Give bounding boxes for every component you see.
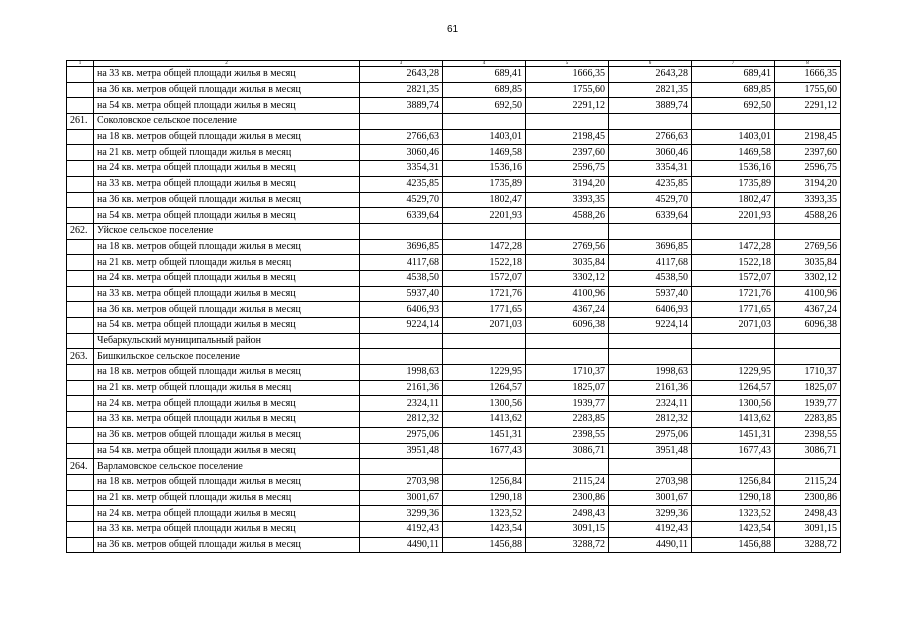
value-cell: 2975,06 — [360, 427, 443, 443]
row-name: на 54 кв. метра общей площади жилья в месяц — [94, 443, 360, 459]
row-name: на 24 кв. метра общей площади жилья в месяц — [94, 270, 360, 286]
table-row — [67, 490, 841, 506]
row-number — [67, 427, 94, 443]
value-cell: 1710,37 — [526, 365, 609, 381]
value-cell: 2115,24 — [775, 474, 841, 490]
value-cell: 1998,63 — [360, 365, 443, 381]
value-cell — [443, 349, 526, 365]
value-cell: 1735,89 — [443, 176, 526, 192]
row-name: на 33 кв. метра общей площади жилья в месяц — [94, 412, 360, 428]
table-row — [67, 286, 841, 302]
value-cell: 1451,31 — [692, 427, 775, 443]
column-header: 6 — [609, 61, 692, 67]
value-cell — [692, 333, 775, 349]
value-cell: 1771,65 — [443, 302, 526, 318]
value-cell: 1472,28 — [692, 239, 775, 255]
value-cell: 1469,58 — [692, 145, 775, 161]
value-cell: 3091,15 — [526, 521, 609, 537]
row-number — [67, 443, 94, 459]
value-cell: 2812,32 — [360, 412, 443, 428]
value-cell: 1469,58 — [443, 145, 526, 161]
value-cell: 1735,89 — [692, 176, 775, 192]
table-row — [67, 396, 841, 412]
column-header: 3 — [360, 61, 443, 67]
value-cell: 2821,35 — [609, 82, 692, 98]
value-cell: 9224,14 — [609, 318, 692, 334]
row-name: на 36 кв. метров общей площади жилья в месяц — [94, 302, 360, 318]
row-name: на 36 кв. метров общей площади жилья в месяц — [94, 537, 360, 553]
row-name: Бишкильское сельское поселение — [94, 349, 360, 365]
value-cell: 3001,67 — [609, 490, 692, 506]
row-number — [67, 129, 94, 145]
value-cell: 4538,50 — [360, 270, 443, 286]
value-cell: 2291,12 — [775, 98, 841, 114]
value-cell: 1939,77 — [526, 396, 609, 412]
row-number — [67, 270, 94, 286]
row-number — [67, 302, 94, 318]
value-cell: 4192,43 — [360, 521, 443, 537]
row-number — [67, 286, 94, 302]
value-cell: 689,41 — [443, 67, 526, 83]
row-name: на 33 кв. метра общей площади жилья в месяц — [94, 521, 360, 537]
table-row — [67, 474, 841, 490]
value-cell: 4490,11 — [360, 537, 443, 553]
value-cell — [609, 459, 692, 475]
value-cell: 4367,24 — [526, 302, 609, 318]
value-cell: 2283,85 — [775, 412, 841, 428]
value-cell: 2201,93 — [443, 208, 526, 224]
value-cell: 2398,55 — [775, 427, 841, 443]
table-row — [67, 443, 841, 459]
value-cell — [692, 349, 775, 365]
value-cell: 2397,60 — [526, 145, 609, 161]
row-number — [67, 255, 94, 271]
row-name: на 36 кв. метров общей площади жилья в месяц — [94, 427, 360, 443]
row-number: 262. — [67, 223, 94, 239]
row-number: 261. — [67, 114, 94, 130]
value-cell: 1771,65 — [692, 302, 775, 318]
table-row — [67, 380, 841, 396]
value-cell: 3696,85 — [609, 239, 692, 255]
table-row — [67, 521, 841, 537]
page-number: 61 — [446, 24, 459, 35]
value-cell: 2703,98 — [360, 474, 443, 490]
value-cell: 2115,24 — [526, 474, 609, 490]
value-cell: 1451,31 — [443, 427, 526, 443]
value-cell: 1666,35 — [775, 67, 841, 83]
value-cell: 2201,93 — [692, 208, 775, 224]
value-cell: 1666,35 — [526, 67, 609, 83]
value-cell — [526, 333, 609, 349]
value-cell: 2498,43 — [526, 506, 609, 522]
column-header: 1 — [67, 61, 94, 67]
row-number — [67, 521, 94, 537]
table-row — [67, 82, 841, 98]
value-cell: 1572,07 — [692, 270, 775, 286]
table-row — [67, 223, 841, 239]
row-name: на 33 кв. метра общей площади жилья в месяц — [94, 286, 360, 302]
value-cell: 2769,56 — [775, 239, 841, 255]
value-cell: 2596,75 — [526, 161, 609, 177]
value-cell: 6096,38 — [775, 318, 841, 334]
table-row — [67, 129, 841, 145]
value-cell: 3086,71 — [526, 443, 609, 459]
table-row — [67, 412, 841, 428]
value-cell: 1256,84 — [692, 474, 775, 490]
row-number — [67, 67, 94, 83]
value-cell: 2821,35 — [360, 82, 443, 98]
value-cell — [526, 223, 609, 239]
row-name: на 21 кв. метр общей площади жилья в месяц — [94, 255, 360, 271]
value-cell: 2291,12 — [526, 98, 609, 114]
value-cell — [443, 333, 526, 349]
value-cell: 1403,01 — [443, 129, 526, 145]
row-name: Варламовское сельское поселение — [94, 459, 360, 475]
row-name: на 24 кв. метра общей площади жилья в месяц — [94, 161, 360, 177]
value-cell: 2161,36 — [609, 380, 692, 396]
value-cell — [526, 349, 609, 365]
row-number — [67, 490, 94, 506]
table-row — [67, 161, 841, 177]
value-cell: 4117,68 — [609, 255, 692, 271]
value-cell: 3035,84 — [526, 255, 609, 271]
value-cell: 3393,35 — [526, 192, 609, 208]
table-row — [67, 208, 841, 224]
value-cell: 6406,93 — [609, 302, 692, 318]
row-number: 264. — [67, 459, 94, 475]
value-cell — [609, 114, 692, 130]
table-row — [67, 255, 841, 271]
value-cell: 1998,63 — [609, 365, 692, 381]
value-cell: 1755,60 — [526, 82, 609, 98]
value-cell: 692,50 — [692, 98, 775, 114]
value-cell — [443, 459, 526, 475]
value-cell: 2596,75 — [775, 161, 841, 177]
value-cell: 4235,85 — [360, 176, 443, 192]
value-cell: 6339,64 — [360, 208, 443, 224]
value-cell — [775, 459, 841, 475]
value-cell: 3951,48 — [609, 443, 692, 459]
value-cell — [609, 333, 692, 349]
value-cell — [360, 114, 443, 130]
value-cell: 2071,03 — [443, 318, 526, 334]
row-name: на 33 кв. метра общей площади жилья в месяц — [94, 176, 360, 192]
value-cell: 1229,95 — [692, 365, 775, 381]
row-name: на 21 кв. метр общей площади жилья в месяц — [94, 490, 360, 506]
value-cell: 2161,36 — [360, 380, 443, 396]
value-cell: 3194,20 — [526, 176, 609, 192]
value-cell — [443, 114, 526, 130]
value-cell: 1677,43 — [692, 443, 775, 459]
value-cell: 6339,64 — [609, 208, 692, 224]
value-cell — [360, 349, 443, 365]
value-cell — [775, 223, 841, 239]
value-cell: 3889,74 — [360, 98, 443, 114]
table-row — [67, 114, 841, 130]
value-cell: 1256,84 — [443, 474, 526, 490]
row-name: на 36 кв. метров общей площади жилья в месяц — [94, 192, 360, 208]
value-cell: 2071,03 — [692, 318, 775, 334]
value-cell: 3035,84 — [775, 255, 841, 271]
value-cell: 689,41 — [692, 67, 775, 83]
row-name: на 18 кв. метров общей площади жилья в месяц — [94, 474, 360, 490]
column-header: 4 — [443, 61, 526, 67]
row-name: на 21 кв. метр общей площади жилья в месяц — [94, 145, 360, 161]
value-cell: 3302,12 — [526, 270, 609, 286]
value-cell: 1721,76 — [443, 286, 526, 302]
value-cell: 1939,77 — [775, 396, 841, 412]
value-cell — [775, 114, 841, 130]
value-cell: 2398,55 — [526, 427, 609, 443]
value-cell — [526, 459, 609, 475]
value-cell — [775, 349, 841, 365]
value-cell: 2300,86 — [775, 490, 841, 506]
value-cell — [360, 459, 443, 475]
value-cell: 1323,52 — [692, 506, 775, 522]
value-cell: 689,85 — [692, 82, 775, 98]
value-cell: 2703,98 — [609, 474, 692, 490]
value-cell: 3060,46 — [360, 145, 443, 161]
value-cell: 2198,45 — [526, 129, 609, 145]
table-row — [67, 192, 841, 208]
value-cell: 2300,86 — [526, 490, 609, 506]
value-cell — [609, 223, 692, 239]
table-row — [67, 145, 841, 161]
row-number — [67, 145, 94, 161]
row-number — [67, 82, 94, 98]
value-cell: 2766,63 — [360, 129, 443, 145]
value-cell: 1472,28 — [443, 239, 526, 255]
value-cell: 1413,62 — [692, 412, 775, 428]
row-name: Соколовское сельское поселение — [94, 114, 360, 130]
value-cell — [526, 114, 609, 130]
value-cell: 1290,18 — [443, 490, 526, 506]
value-cell: 4588,26 — [775, 208, 841, 224]
value-cell: 1300,56 — [443, 396, 526, 412]
value-cell: 3696,85 — [360, 239, 443, 255]
value-cell: 4235,85 — [609, 176, 692, 192]
row-number — [67, 239, 94, 255]
table-row — [67, 506, 841, 522]
value-cell: 1456,88 — [443, 537, 526, 553]
row-number — [67, 192, 94, 208]
column-header: 7 — [692, 61, 775, 67]
value-cell — [692, 459, 775, 475]
value-cell: 4588,26 — [526, 208, 609, 224]
value-cell: 6096,38 — [526, 318, 609, 334]
row-number — [67, 365, 94, 381]
value-cell: 3091,15 — [775, 521, 841, 537]
value-cell: 2643,28 — [609, 67, 692, 83]
value-cell: 9224,14 — [360, 318, 443, 334]
table-row — [67, 349, 841, 365]
value-cell — [360, 333, 443, 349]
value-cell: 3288,72 — [775, 537, 841, 553]
value-cell: 1710,37 — [775, 365, 841, 381]
value-cell: 3889,74 — [609, 98, 692, 114]
row-name: на 54 кв. метра общей площади жилья в месяц — [94, 318, 360, 334]
row-number — [67, 176, 94, 192]
value-cell: 3086,71 — [775, 443, 841, 459]
value-cell: 1413,62 — [443, 412, 526, 428]
value-cell: 692,50 — [443, 98, 526, 114]
value-cell: 2324,11 — [609, 396, 692, 412]
tariff-table — [66, 60, 841, 553]
value-cell: 1290,18 — [692, 490, 775, 506]
row-number — [67, 333, 94, 349]
value-cell: 1536,16 — [692, 161, 775, 177]
value-cell: 2397,60 — [775, 145, 841, 161]
table-row — [67, 365, 841, 381]
row-name: Чебаркульский муниципальный район — [94, 333, 360, 349]
row-number — [67, 506, 94, 522]
value-cell: 3354,31 — [609, 161, 692, 177]
value-cell: 3288,72 — [526, 537, 609, 553]
column-header: 2 — [94, 61, 360, 67]
value-cell: 2643,28 — [360, 67, 443, 83]
value-cell: 3302,12 — [775, 270, 841, 286]
value-cell: 4100,96 — [775, 286, 841, 302]
column-header: 5 — [526, 61, 609, 67]
value-cell: 3299,36 — [609, 506, 692, 522]
value-cell: 1677,43 — [443, 443, 526, 459]
value-cell — [692, 223, 775, 239]
row-number — [67, 474, 94, 490]
table-row — [67, 67, 841, 83]
value-cell: 3001,67 — [360, 490, 443, 506]
value-cell: 1755,60 — [775, 82, 841, 98]
value-cell: 5937,40 — [609, 286, 692, 302]
value-cell: 3354,31 — [360, 161, 443, 177]
row-number — [67, 98, 94, 114]
value-cell: 1522,18 — [692, 255, 775, 271]
value-cell: 1300,56 — [692, 396, 775, 412]
table-row — [67, 537, 841, 553]
value-cell: 4117,68 — [360, 255, 443, 271]
value-cell: 1323,52 — [443, 506, 526, 522]
value-cell: 3951,48 — [360, 443, 443, 459]
value-cell: 1456,88 — [692, 537, 775, 553]
value-cell: 3393,35 — [775, 192, 841, 208]
value-cell: 1802,47 — [692, 192, 775, 208]
row-number — [67, 318, 94, 334]
row-number — [67, 537, 94, 553]
row-name: на 24 кв. метра общей площади жилья в месяц — [94, 396, 360, 412]
value-cell: 4192,43 — [609, 521, 692, 537]
row-name: на 54 кв. метра общей площади жилья в месяц — [94, 98, 360, 114]
value-cell: 1264,57 — [443, 380, 526, 396]
value-cell: 1536,16 — [443, 161, 526, 177]
value-cell: 1522,18 — [443, 255, 526, 271]
table-row — [67, 98, 841, 114]
value-cell — [609, 349, 692, 365]
value-cell: 3299,36 — [360, 506, 443, 522]
value-cell: 2498,43 — [775, 506, 841, 522]
row-number — [67, 208, 94, 224]
value-cell: 689,85 — [443, 82, 526, 98]
value-cell: 1825,07 — [775, 380, 841, 396]
value-cell: 2283,85 — [526, 412, 609, 428]
table-row — [67, 318, 841, 334]
row-number — [67, 396, 94, 412]
value-cell: 5937,40 — [360, 286, 443, 302]
value-cell: 4367,24 — [775, 302, 841, 318]
row-number — [67, 161, 94, 177]
value-cell: 4490,11 — [609, 537, 692, 553]
value-cell: 2812,32 — [609, 412, 692, 428]
row-name: на 24 кв. метра общей площади жилья в месяц — [94, 506, 360, 522]
table-row — [67, 459, 841, 475]
row-name: на 18 кв. метров общей площади жилья в месяц — [94, 365, 360, 381]
row-name: на 18 кв. метров общей площади жилья в месяц — [94, 129, 360, 145]
row-name: на 36 кв. метров общей площади жилья в месяц — [94, 82, 360, 98]
value-cell: 1802,47 — [443, 192, 526, 208]
value-cell: 1721,76 — [692, 286, 775, 302]
table-row — [67, 427, 841, 443]
value-cell — [692, 114, 775, 130]
value-cell: 1572,07 — [443, 270, 526, 286]
row-number: 263. — [67, 349, 94, 365]
value-cell: 2769,56 — [526, 239, 609, 255]
value-cell: 2198,45 — [775, 129, 841, 145]
table-row — [67, 302, 841, 318]
row-name: на 54 кв. метра общей площади жилья в месяц — [94, 208, 360, 224]
row-name: на 21 кв. метр общей площади жилья в месяц — [94, 380, 360, 396]
value-cell: 1264,57 — [692, 380, 775, 396]
value-cell: 2975,06 — [609, 427, 692, 443]
value-cell: 2324,11 — [360, 396, 443, 412]
row-number — [67, 412, 94, 428]
row-name: на 33 кв. метра общей площади жилья в месяц — [94, 67, 360, 83]
value-cell: 4529,70 — [609, 192, 692, 208]
table-row — [67, 333, 841, 349]
table-row — [67, 176, 841, 192]
value-cell: 2766,63 — [609, 129, 692, 145]
value-cell: 4529,70 — [360, 192, 443, 208]
value-cell: 3194,20 — [775, 176, 841, 192]
value-cell: 4100,96 — [526, 286, 609, 302]
value-cell: 4538,50 — [609, 270, 692, 286]
value-cell: 1423,54 — [692, 521, 775, 537]
value-cell: 3060,46 — [609, 145, 692, 161]
table-row — [67, 270, 841, 286]
column-header: 8 — [775, 61, 841, 67]
row-name: на 18 кв. метров общей площади жилья в месяц — [94, 239, 360, 255]
value-cell — [443, 223, 526, 239]
row-name: Уйское сельское поселение — [94, 223, 360, 239]
value-cell: 1403,01 — [692, 129, 775, 145]
value-cell: 1423,54 — [443, 521, 526, 537]
value-cell: 1229,95 — [443, 365, 526, 381]
value-cell — [360, 223, 443, 239]
value-cell: 6406,93 — [360, 302, 443, 318]
value-cell — [775, 333, 841, 349]
row-number — [67, 380, 94, 396]
value-cell: 1825,07 — [526, 380, 609, 396]
table-row — [67, 239, 841, 255]
